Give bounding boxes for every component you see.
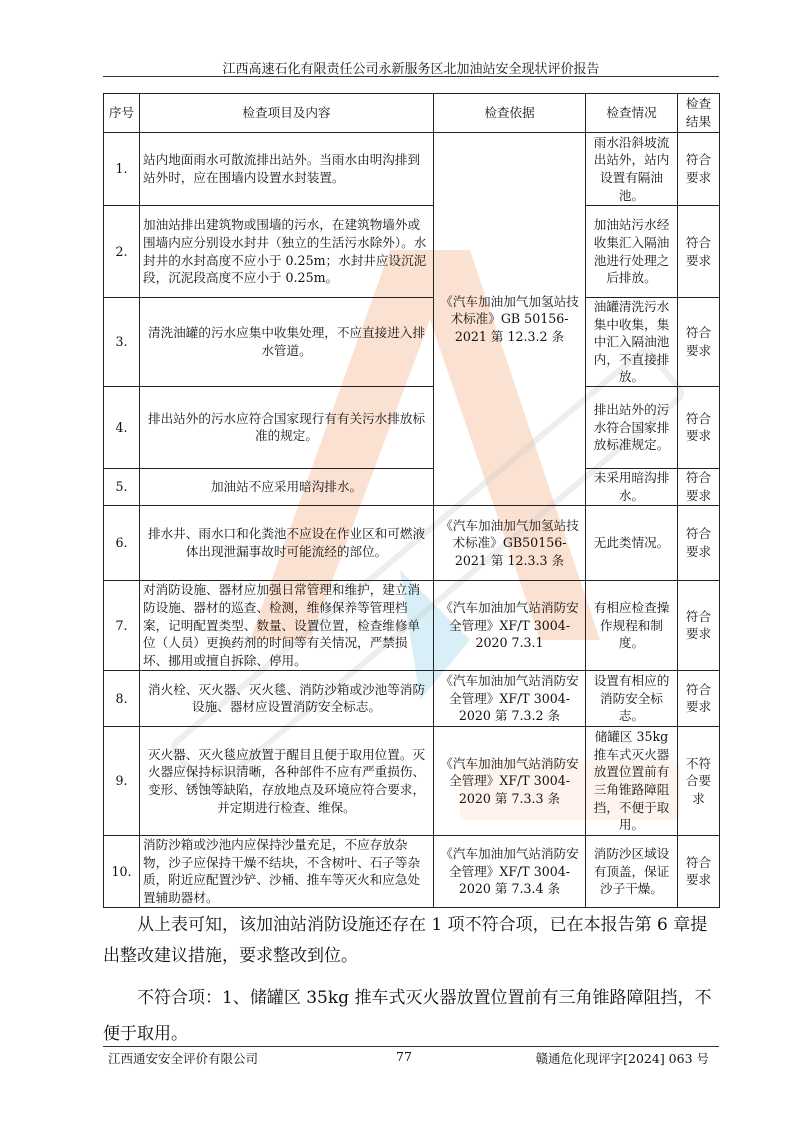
col-header-item: 检查项目及内容: [140, 94, 434, 133]
table-row: [104, 133, 720, 206]
row-result: 符合要求: [678, 505, 720, 580]
document-number: 赣通危化现评字[2024] 063 号: [535, 1051, 709, 1066]
row-result: 符合要求: [678, 835, 720, 907]
row-result: 符合要求: [678, 670, 720, 726]
table-row: [104, 386, 720, 468]
row-status: 加油站污水经收集汇入隔油池进行处理之后排放。: [586, 206, 678, 298]
table-row: [104, 580, 720, 670]
row-item: 清洗油罐的污水应集中收集处理，不应直接进入排水管道。: [140, 298, 434, 387]
col-header-no: 序号: [104, 94, 140, 133]
row-status: 设置有相应的消防安全标志。: [586, 670, 678, 726]
row-item: 排水井、雨水口和化粪池不应设在作业区和可燃液体出现泄漏事故时可能流经的部位。: [140, 505, 434, 580]
row-item: 排出站外的污水应符合国家现行有有关污水排放标准的规定。: [140, 386, 434, 468]
summary-paragraph: 从上表可知，该加油站消防设施还存在 1 项不符合项，已在本报告第 6 章提出整改建议措施，要求整改到位。: [103, 914, 708, 966]
row-item: 灭火器、灭火毯应放置于醒目且便于取用位置。灭火器应保持标识清晰，各种部件不应有严重损伤、变形、锈蚀等缺陷，存放地点及环境应符合要求，并定期进行检查、维保。: [140, 726, 434, 835]
row-number: 3.: [104, 298, 140, 387]
table-row: [104, 206, 720, 298]
table-row: [104, 468, 720, 505]
row-number: 9.: [104, 726, 140, 835]
row-number: 5.: [104, 468, 140, 505]
row-basis: 《汽车加油加气站消防安全管理》XF/T 3004-2020 第 7.3.4 条: [434, 835, 586, 907]
page-body: [103, 93, 719, 1052]
table-row: [104, 505, 720, 580]
row-result: 符合要求: [678, 206, 720, 298]
page-number: 77: [396, 1049, 412, 1064]
row-result: 不符合要求: [678, 726, 720, 835]
row-number: 2.: [104, 206, 140, 298]
row-status: 消防沙区域设有顶盖，保证沙子干燥。: [586, 835, 678, 907]
col-header-basis: 检查依据: [434, 94, 586, 133]
row-basis: 《汽车加油加气站消防安全管理》XF/T 3004-2020 第 7.3.3 条: [434, 726, 586, 835]
row-item: 消火栓、灭火器、灭火毯、消防沙箱或沙池等消防设施、器材应设置消防安全标志。: [140, 670, 434, 726]
row-result: 符合要求: [678, 580, 720, 670]
row-status: 排出站外的污水符合国家排放标准规定。: [586, 386, 678, 468]
header-divider: [103, 76, 719, 77]
row-status: 雨水沿斜坡流出站外，站内设置有隔油池。: [586, 133, 678, 206]
row-basis: 《汽车加油加气加氢站技术标准》GB 50156-2021 第 12.3.2 条: [434, 133, 586, 506]
row-number: 7.: [104, 580, 140, 670]
row-item: 加油站不应采用暗沟排水。: [140, 468, 434, 505]
row-status: 无此类情况。: [586, 505, 678, 580]
inspection-table: [103, 93, 720, 908]
row-number: 8.: [104, 670, 140, 726]
row-basis: 《汽车加油加气站消防安全管理》XF/T 3004-2020 第 7.3.2 条: [434, 670, 586, 726]
footer-company: 江西通安安全评价有限公司: [108, 1051, 259, 1066]
row-status: 油罐清洗污水集中收集，集中汇入隔油池内，不直接排放。: [586, 298, 678, 387]
table-row: [104, 835, 720, 907]
table-row: [104, 726, 720, 835]
row-item: 对消防设施、器材应加强日常管理和维护，建立消防设施、器材的巡查、检测，维修保养等管理档案，记明配置类型、数量、设置位置，检查维修单位（人员）更换药剂的时间等有关情况，严禁损坏、挪用或擅自拆除、停用。: [140, 580, 434, 670]
row-basis: 《汽车加油加气加氢站技术标准》GB50156-2021 第 12.3.3 条: [434, 505, 586, 580]
row-number: 6.: [104, 505, 140, 580]
row-status: 储罐区 35kg 推车式灭火器放置位置前有三角锥路障阻挡，不便于取用。: [586, 726, 678, 835]
row-number: 4.: [104, 386, 140, 468]
row-item: 消防沙箱或沙池内应保持沙量充足，不应存放杂物，沙子应保持干燥不结块，不含树叶、石子等杂质，附近应配置沙铲、沙桶、推车等灭火和应急处置辅助器材。: [140, 835, 434, 907]
nonconformity-paragraph: 不符合项：1、储罐区 35kg 推车式灭火器放置位置前有三角锥路障阻挡，不便于取用。: [103, 987, 712, 1044]
col-header-result: 检查结果: [678, 94, 720, 133]
row-result: 符合要求: [678, 298, 720, 387]
table-row: [104, 670, 720, 726]
row-number: 1.: [104, 133, 140, 206]
row-item: 加油站排出建筑物或围墙的污水，在建筑物墙外或围墙内应分别设水封井（独立的生活污水除外）。水封井的水封高度不应小于 0.25m；水封井应设沉泥段，沉泥段高度不应小于 0.25m。: [140, 206, 434, 298]
row-result: 符合要求: [678, 468, 720, 505]
table-row: [104, 298, 720, 387]
row-number: 10.: [104, 835, 140, 907]
row-status: 有相应检查操作规程和制度。: [586, 580, 678, 670]
table-header-row: [104, 94, 720, 133]
col-header-status: 检查情况: [586, 94, 678, 133]
row-basis: 《汽车加油加气站消防安全管理》XF/T 3004-2020 7.3.1: [434, 580, 586, 670]
page-header: 江西高速石化有限责任公司永新服务区北加油站安全现状评价报告: [222, 62, 600, 77]
row-status: 未采用暗沟排水。: [586, 468, 678, 505]
row-item: 站内地面雨水可散流排出站外。当雨水由明沟排到站外时，应在围墙内设置水封装置。: [140, 133, 434, 206]
row-result: 符合要求: [678, 386, 720, 468]
row-result: 符合要求: [678, 133, 720, 206]
